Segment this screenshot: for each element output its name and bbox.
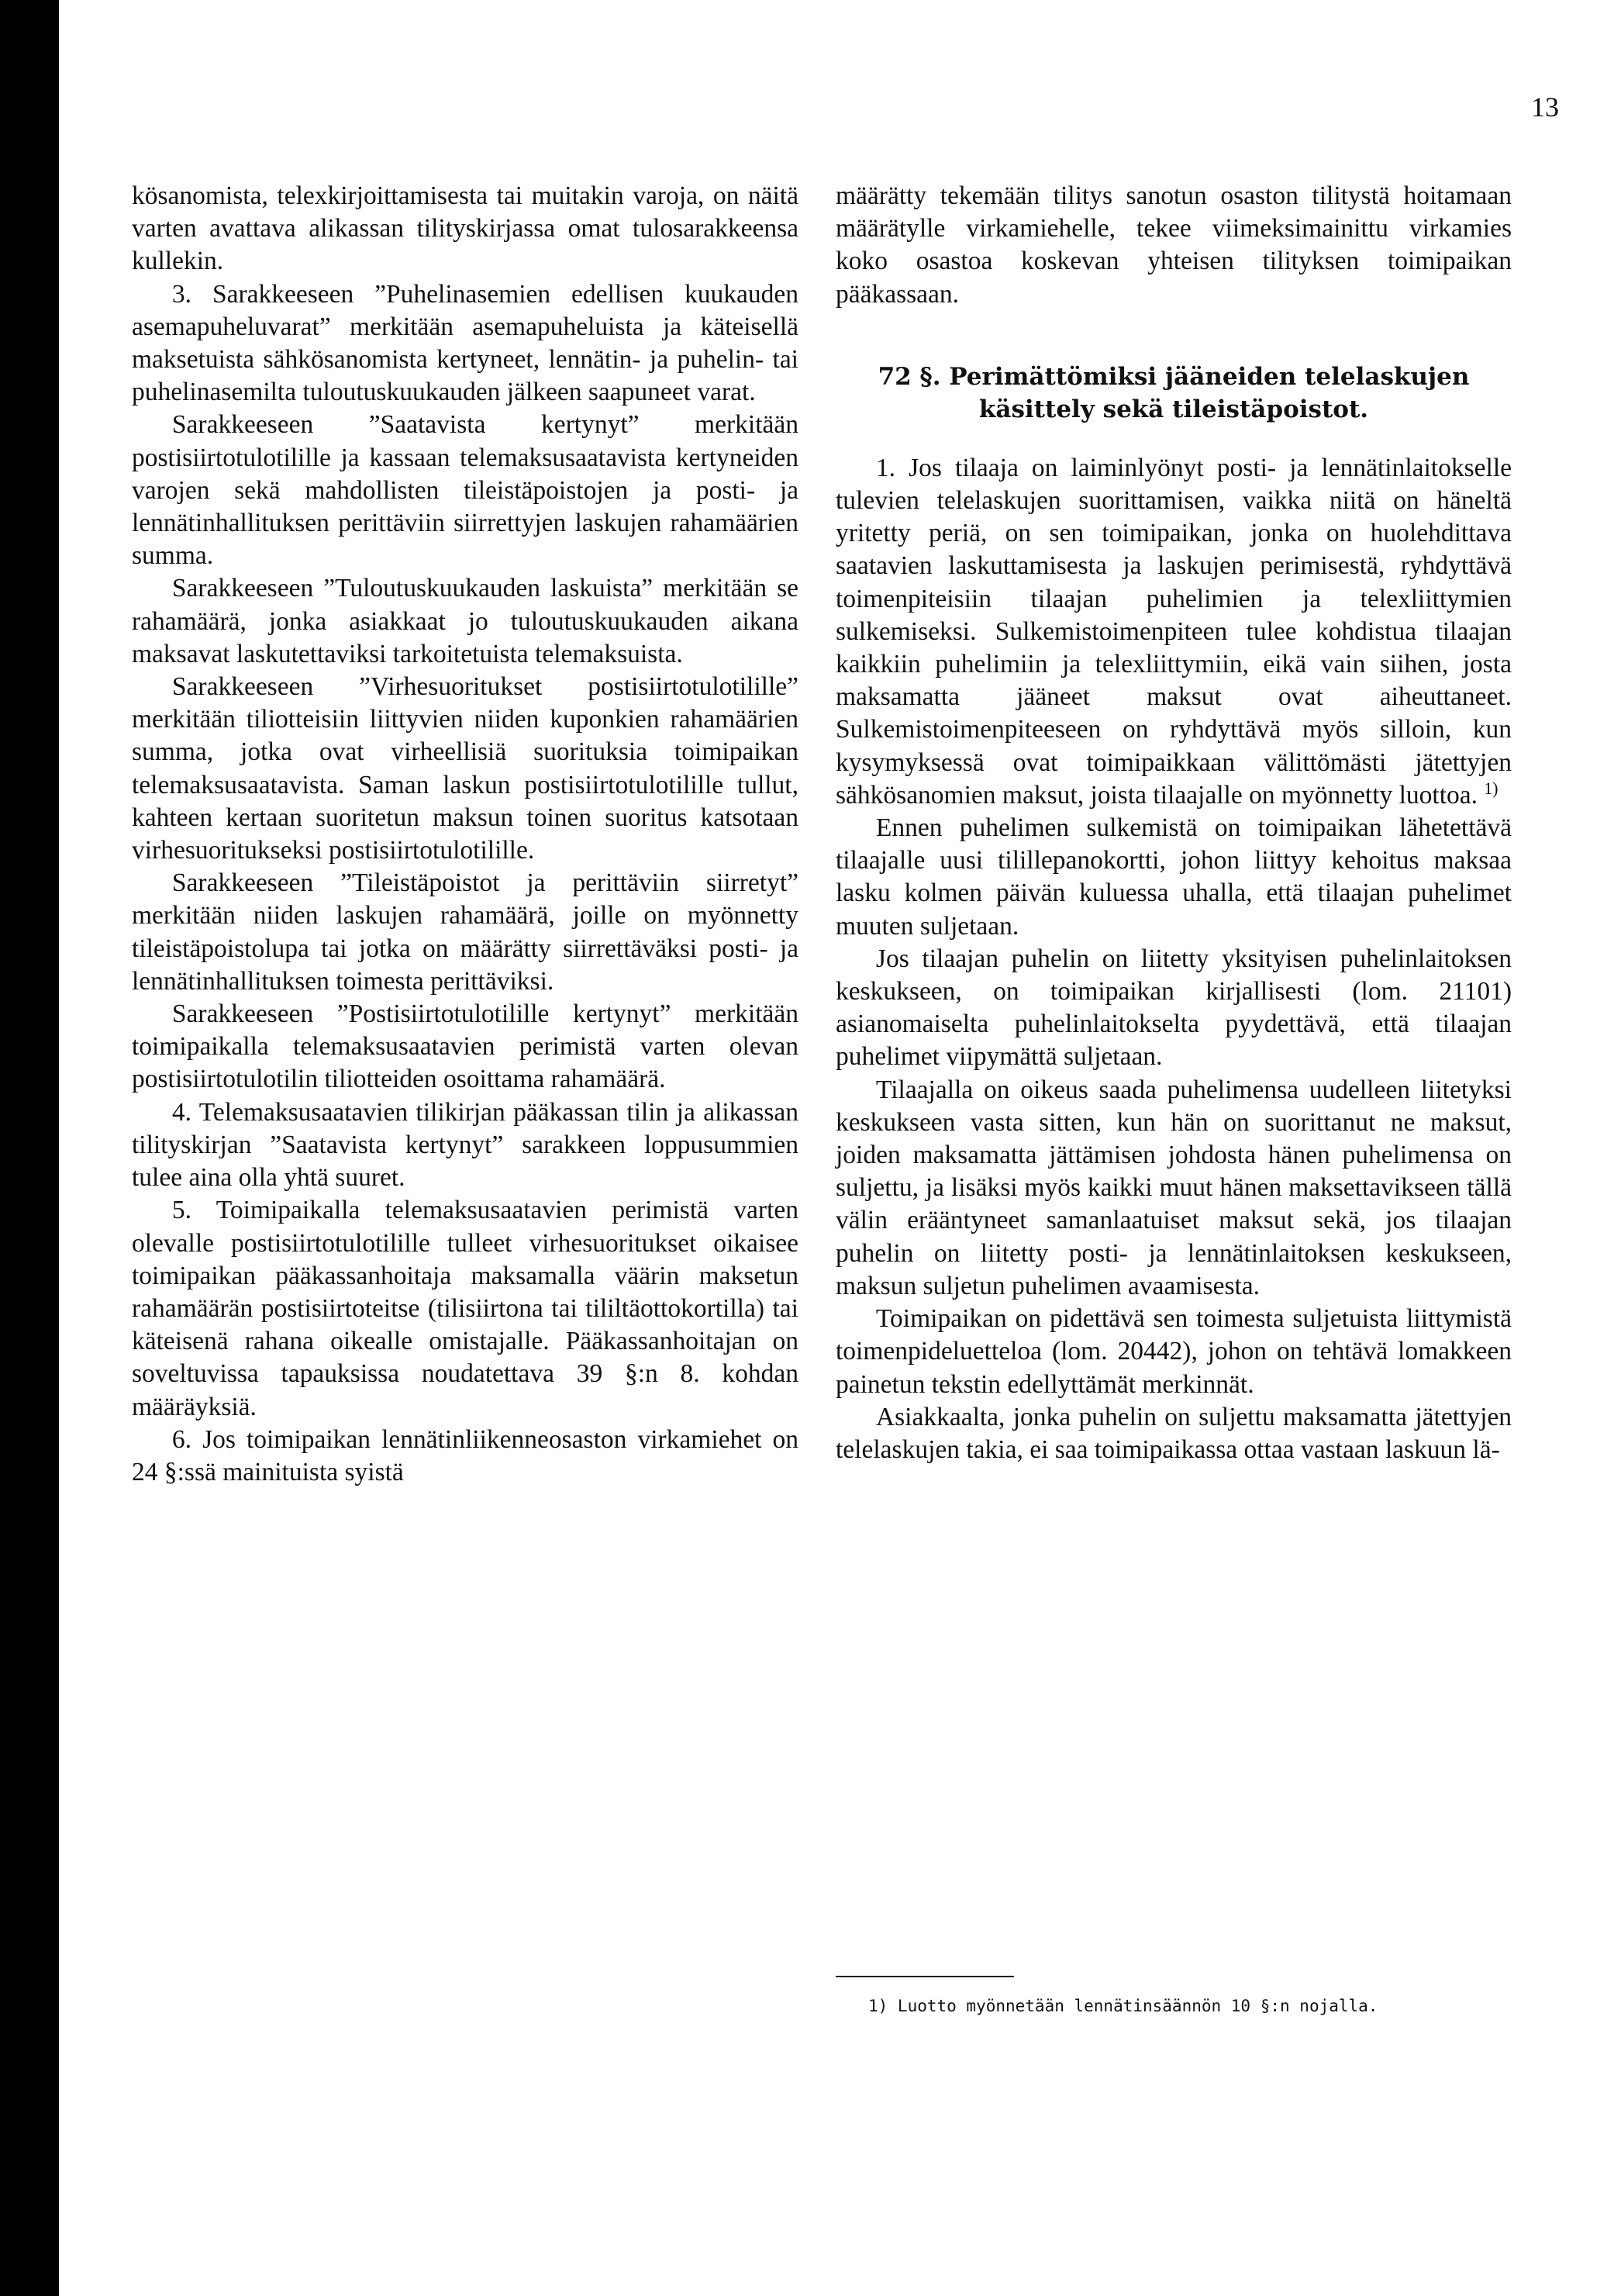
paragraph: 4. Telemaksusaatavien tilikirjan pääkassan tilin ja alikassan tilityskirjan ”Saatavista kertynyt” sarakkeen loppusummien tulee aina olla yhtä suuret.: [132, 1097, 798, 1193]
section-heading: 72 §. Perimättömiksi jääneiden telelaskujen käsittely sekä tileistäpoistot.: [878, 362, 1470, 423]
paragraph: Jos tilaajan puhelin on liitetty yksityisen puhelinlaitoksen keskukseen, on toimipaikan kirjallisesti (lom. 21101) asianomaiselta puhelinlaitokselta pyydettävä, että tilaajan puhelimet viipymättä suljetaan.: [836, 944, 1512, 1072]
paragraph: 5. Toimipaikalla telemaksusaatavien perimistä varten olevalle postisiirtotulotilille tulleet virhesuoritukset oikaisee toimipaikan pääkassanhoitaja maksamalla väärin maksetun rahamäärän postisiirtoteitse (tilisiirtona tai tililtäottokortilla) tai käteisenä rahana oikealle omistajalle. Pääkassanhoitajan on soveltuvissa tapauksissa noudatettava 39 §:n 8. kohdan määräyksiä.: [132, 1196, 798, 1421]
paragraph: Sarakkeeseen ”Tuloutuskuukauden laskuista” merkitään se rahamäärä, jonka asiakkaat jo tuloutuskuukauden aikana maksavat laskutettaviksi tarkoitetuista telemaksuista.: [132, 574, 798, 668]
paragraph: [836, 452, 1512, 812]
scan-edge-bar: [0, 0, 59, 2296]
paragraph: Tilaajalla on oikeus saada puhelimensa uudelleen liitetyksi keskukseen vasta sitten, kun hän on suorittanut ne maksut, joiden maksamatta jättämisen johdosta hänen puhelimensa on suljettu, ja lisäksi myös kaikki muut hänen maksettavikseen tällä välin erääntyneet samanlaatuiset maksut sekä, jos tilaajan puhelin on liitetty posti- ja lennätinlaitoksen keskukseen, maksun suljetun puhelimen avaamisesta.: [836, 1075, 1512, 1300]
paragraph: Ennen puhelimen sulkemistä on toimipaikan lähetettävä tilaajalle uusi tilillepanokortti, johon liittyy kehoitus maksaa lasku kolmen päivän kuluessa uhalla, että tilaajan puhelimet muuten suljetaan.: [836, 813, 1512, 941]
paragraph-text: 1. Jos tilaaja on laiminlyönyt posti- ja lennätinlaitokselle tulevien telelaskujen suorittamisen, vaikka niitä on häneltä yritetty periä, on sen toimipaikan, jonka on huolehdittava saatavien laskuttamisesta ja laskujen perimisestä, ryhdyttävä toimenpiteisiin tilaajan puhelimien ja telexliittymien sulkemiseksi. Sulkemistoimenpiteen tulee kohdistua tilaajan kaikkiin puhelimiin ja telexliittymiin, eikä vain siihen, josta maksamatta jääneet maksut ovat aiheuttaneet. Sulkemistoimenpiteeseen on ryhdyttävä myös silloin, kun kysymyksessä ovat toimipaikkaan välittömästi jätettyjen sähkösanomien maksut, joista tilaajalle on myönnetty luottoa.: [836, 453, 1512, 810]
paragraph: määrätty tekemään tilitys sanotun osaston tilitystä hoitamaan määrätylle virkamiehelle, tekee viimeksimainittu virkamies koko osastoa koskevan yhteisen tilityksen toimipaikan pääkassaan.: [836, 181, 1512, 309]
left-column: [132, 180, 798, 1489]
paragraph: Asiakkaalta, jonka puhelin on suljettu maksamatta jätettyjen telelaskujen takia, ei saa toimipaikassa ottaa vastaan laskuun lä-: [836, 1402, 1512, 1464]
footnote-reference: 1): [1484, 779, 1499, 798]
paragraph: Sarakkeeseen ”Virhesuoritukset postisiirtotulotilille” merkitään tiliotteisiin liittyvien niiden kuponkien rahamäärien summa, jotka ovat virheellisiä suorituksia toimipaikan telemaksusaatavista. Saman laskun postisiirtotulotilille tullut, kahteen kertaan suoritetun maksun toinen suoritus katsotaan virhesuoritukseksi postisiirtotulotilille.: [132, 672, 798, 865]
paragraph: Sarakkeeseen ”Saatavista kertynyt” merkitään postisiirtotulotilille ja kassaan telemaksusaatavista kertyneiden varojen sekä mahdollisten tileistäpoistojen ja posti- ja lennätinhallituksen perittäviin siirrettyjen laskujen rahamäärien summa.: [132, 410, 798, 571]
page-number: 13: [1531, 91, 1559, 123]
footnote: 1) Luotto myönnetään lennätinsäännön 10 §:n nojalla.: [868, 1997, 1378, 2015]
paragraph: Toimipaikan on pidettävä sen toimesta suljetuista liittymistä toimenpideluetteloa (lom. 20442), johon on tehtävä lomakkeen painetun tekstin edellyttämät merkinnät.: [836, 1304, 1512, 1399]
paragraph: kösanomista, telexkirjoittamisesta tai muitakin varoja, on näitä varten avattava alikassan tilityskirjassa omat tulosarakkeensa kullekin.: [132, 181, 798, 276]
paragraph: Sarakkeeseen ”Postisiirtotulotilille kertynyt” merkitään toimipaikalla telemaksusaatavien perimistä varten olevan postisiirtotulotilin tiliotteiden osoittama rahamäärä.: [132, 1000, 798, 1094]
right-column: [836, 180, 1512, 1466]
paragraph: 6. Jos toimipaikan lennätinliikenneosaston virkamiehet on 24 §:ssä mainituista syistä: [132, 1424, 798, 1486]
footnote-divider: [836, 1976, 1014, 1977]
paragraph: Sarakkeeseen ”Tileistäpoistot ja perittäviin siirretyt” merkitään niiden laskujen rahamäärä, joille on myönnetty tileistäpoistolupa tai jotka on määrätty siirrettäväksi posti- ja lennätinhallituksen toimesta perittäviksi.: [132, 868, 798, 996]
paragraph: 3. Sarakkeeseen ”Puhelinasemien edellisen kuukauden asemapuheluvarat” merkitään asemapuheluista ja käteisellä maksetuista sähkösanomista kertyneet, lennätin- ja puhelin- tai puhelinasemilta tuloutuskuukauden jälkeen saapuneet varat.: [132, 279, 798, 407]
